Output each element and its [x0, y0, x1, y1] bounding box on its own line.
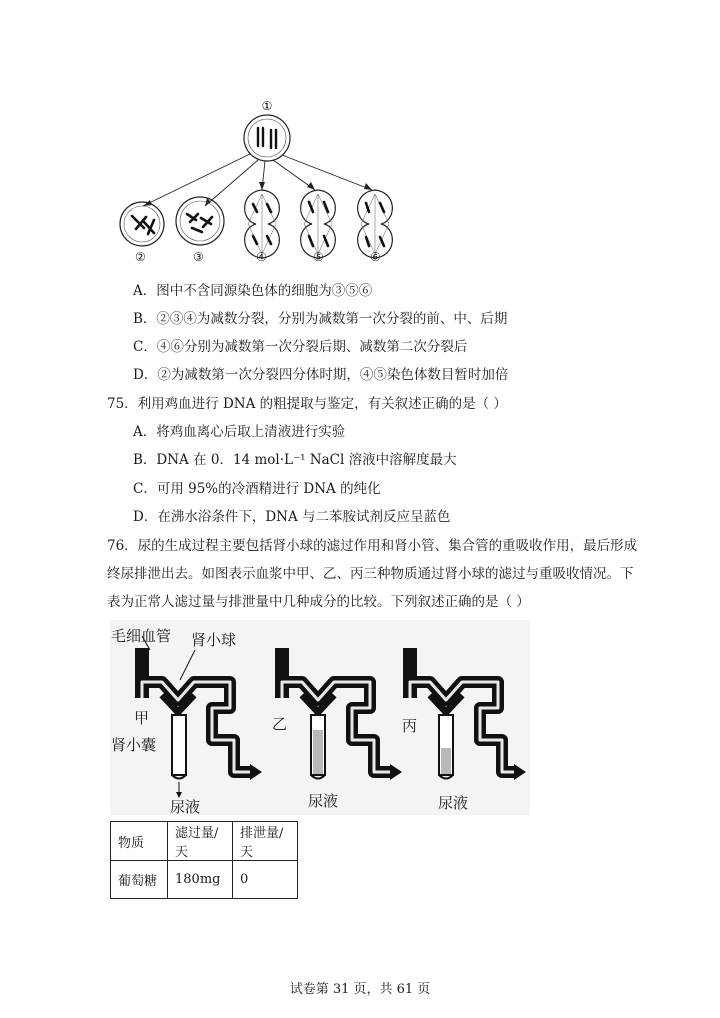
- q74-option-c: C．④⑥分别为减数第一次分裂后期、减数第二次分裂后: [133, 339, 468, 355]
- cell-6-label: ⑥: [370, 250, 381, 264]
- q74-option-a: A．图中不含同源染色体的细胞为③⑤⑥: [133, 283, 373, 299]
- kidney-filtration-diagram: [110, 620, 530, 815]
- page-footer: 试卷第 31 页，共 61 页: [289, 982, 431, 997]
- label-urine-2: 尿液: [308, 792, 339, 810]
- q75-option-b: B．DNA 在 0．14 mol·L⁻¹ NaCl 溶液中溶解度最大: [133, 452, 457, 468]
- cell-2-label: ②: [135, 250, 146, 264]
- q74-option-b: B．②③④为减数分裂，分别为减数第一次分裂的前、中、后期: [133, 311, 508, 327]
- table-cell: 0: [233, 861, 298, 899]
- label-urine-3: 尿液: [438, 794, 469, 812]
- label-capillary: 毛细血管: [111, 627, 172, 645]
- table-cell: 葡萄糖: [111, 861, 168, 899]
- table-header-cell: 物质: [111, 822, 168, 861]
- q75-option-c: C．可用 95%的冷酒精进行 DNA 的纯化: [133, 481, 381, 497]
- q75-stem: 75．利用鸡血进行 DNA 的粗提取与鉴定，有关叙述正确的是（ ）: [107, 396, 507, 412]
- meiosis-diagram: [110, 96, 410, 268]
- label-urine-1: 尿液: [170, 798, 201, 816]
- label-glomerulus: 肾小球: [191, 631, 237, 649]
- table-header-cell: 滤过量/天: [168, 822, 233, 861]
- table-header-row: [111, 822, 298, 861]
- label-bing: 丙: [402, 717, 418, 735]
- q74-option-d: D．②为减数第一次分裂四分体时期，④⑤染色体数目暂时加倍: [133, 367, 509, 383]
- table-header-cell: 排泄量/天: [233, 822, 298, 861]
- filtration-table: [110, 821, 298, 899]
- label-capsule: 肾小囊: [111, 736, 157, 754]
- q75-option-d: D．在沸水浴条件下，DNA 与二苯胺试剂反应呈蓝色: [133, 509, 451, 525]
- cell-4-label: ④: [256, 250, 267, 264]
- cell-5-label: ⑤: [313, 250, 324, 264]
- table-cell: 180mg: [168, 861, 233, 899]
- cell-3-label: ③: [193, 250, 204, 264]
- table-row: [111, 861, 298, 899]
- q76-stem-line-1: 76．尿的生成过程主要包括肾小球的滤过作用和肾小管、集合管的重吸收作用，最后形成: [107, 538, 638, 554]
- cell-1-label: ①: [261, 99, 273, 113]
- label-jia: 甲: [134, 709, 150, 727]
- q76-stem-line-3: 表为正常人滤过量与排泄量中几种成分的比较。下列叙述正确的是（ ）: [107, 594, 530, 610]
- q76-stem-line-2: 终尿排泄出去。如图表示血浆中甲、乙、丙三种物质通过肾小球的滤过与重吸收情况。下: [107, 566, 634, 582]
- label-yi: 乙: [272, 715, 288, 733]
- q75-option-a: A．将鸡血离心后取上清液进行实验: [133, 424, 346, 440]
